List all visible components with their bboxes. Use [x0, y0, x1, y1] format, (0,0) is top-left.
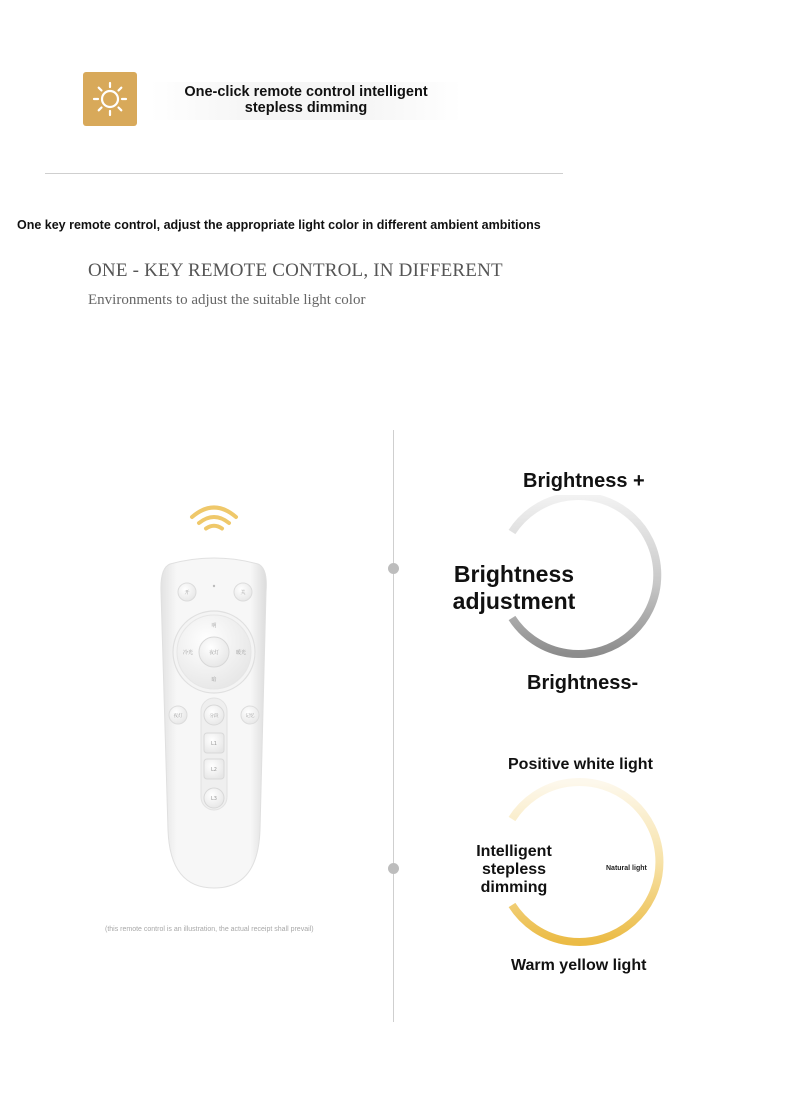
positive-white-light-label: Positive white light [508, 756, 653, 773]
down-button-label: 暗 [211, 677, 217, 683]
brightness-minus-label: Brightness- [527, 672, 639, 694]
header-title-line1: One-click remote control intelligent [184, 84, 428, 100]
timeline-dot-brightness [388, 563, 399, 574]
sun-badge [83, 72, 137, 126]
right-button-label: 暖光 [235, 650, 247, 656]
timeline-dot-color [388, 863, 399, 874]
l3-button-label: L3 [211, 796, 217, 802]
header-title-line2: stepless dimming [244, 100, 368, 116]
english-subheading: Environments to adjust the suitable light color [88, 292, 366, 308]
l2-button-label: L2 [211, 767, 217, 773]
english-heading: ONE - KEY REMOTE CONTROL, IN DIFFERENT [88, 260, 503, 281]
night-button-label: 夜灯 [173, 714, 183, 719]
stepless-dimming-title [458, 843, 570, 897]
brightness-title-line1: Brightness [453, 561, 575, 587]
center-divider [393, 430, 394, 1022]
natural-light-label: Natural light [606, 865, 647, 872]
stepless-title-line3: dimming [480, 879, 548, 896]
header-divider [45, 173, 563, 174]
brightness-title-line2: adjustment [452, 588, 576, 614]
l1-button-label: L1 [211, 741, 217, 747]
stepless-title-line1: Intelligent [476, 843, 552, 860]
off-button-label: 关 [240, 590, 246, 596]
subtitle: One key remote control, adjust the appropriate light color in different ambient ambitions [17, 218, 541, 232]
brightness-plus-label: Brightness + [523, 470, 645, 492]
sun-icon [83, 72, 137, 126]
header-title [150, 82, 462, 120]
mode-button-label: 分段 [209, 714, 219, 719]
stepless-title-line2: stepless [481, 861, 547, 878]
warm-yellow-light-label: Warm yellow light [511, 957, 647, 974]
remote-control-illustration [158, 500, 270, 892]
remote-caption: (this remote control is an illustration, the actual receipt shall prevail) [105, 926, 314, 933]
wifi-signal-icon [192, 508, 236, 529]
up-button-label: 明 [211, 623, 217, 629]
on-button-label: 开 [184, 590, 190, 596]
left-button-label: 冷光 [182, 650, 194, 656]
brightness-title [438, 561, 590, 615]
center-button-label: 夜灯 [208, 650, 220, 656]
memory-button-label: 记忆 [245, 714, 255, 719]
